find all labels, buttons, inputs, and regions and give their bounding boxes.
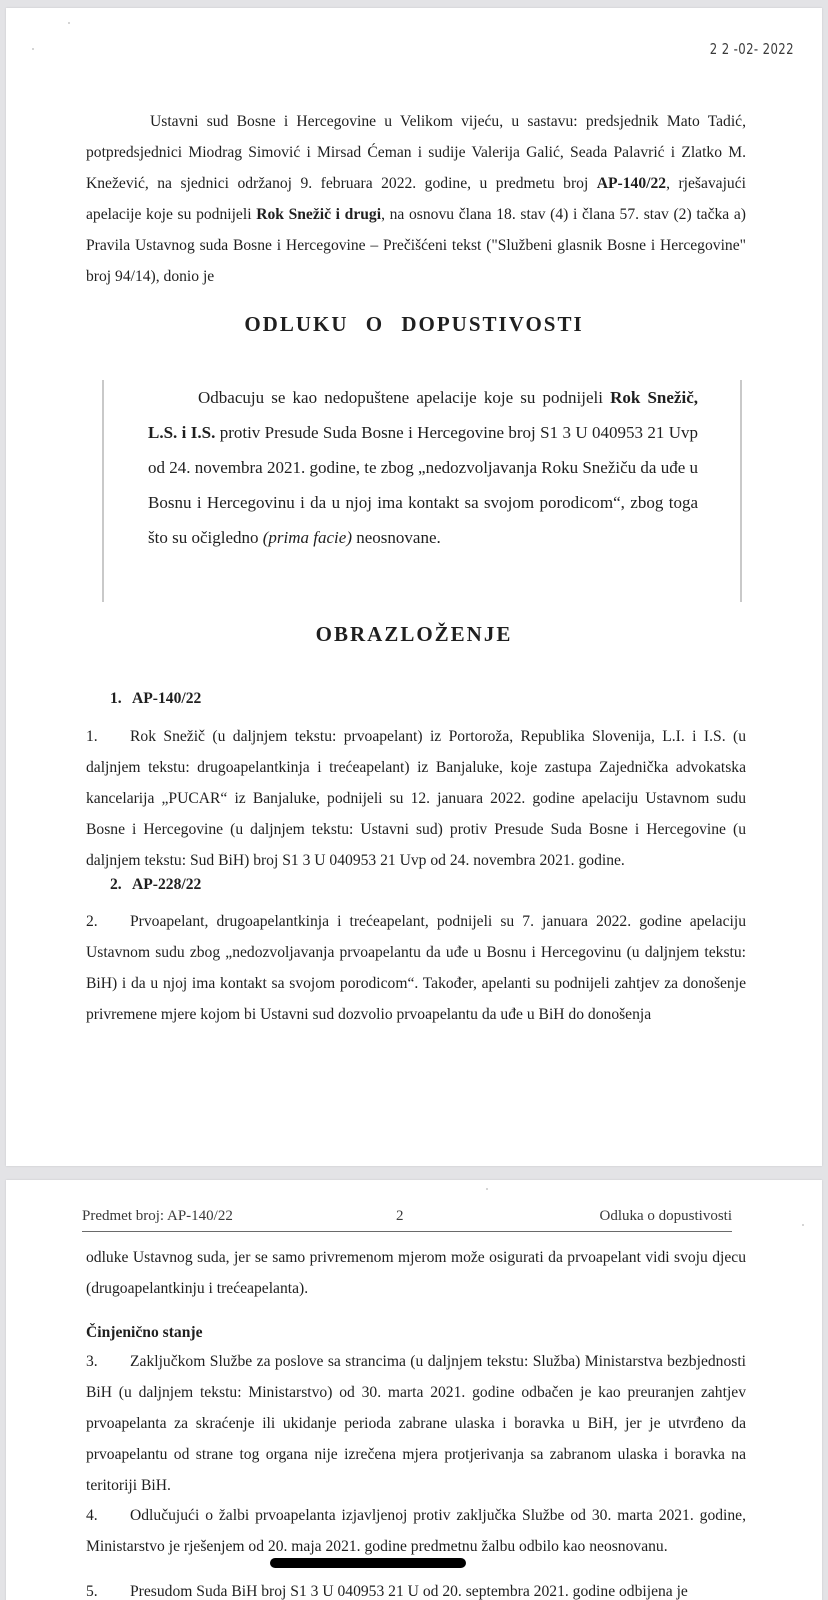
received-date-stamp: 2 2 -02- 2022: [709, 40, 794, 58]
intro-text: , rješavajući apelacije koje su podnijeli: [86, 175, 746, 223]
paragraph-5: [86, 1576, 746, 1600]
continuation-paragraph: odluke Ustavnog suda, jer se samo privremenom mjerom može osigurati da prvoapelant vidi svoju djecu (drugoapelantkinju i trećeapelanta).: [86, 1249, 746, 1297]
decision-title-word: DOPUSTIVOSTI: [401, 312, 584, 336]
paragraph-number: 1.: [86, 728, 98, 745]
running-header: [82, 1202, 732, 1232]
intro-text: , na osnovu člana 18. stav (4) i člana 57. stav (2) tačka a) Pravila Ustavnog suda Bosne i Hercegovine – Prečišćeni tekst ("Službeni glasnik Bosne i Hercegovine" broj 94/14), donio je: [86, 206, 746, 285]
decision-title-word: O: [365, 312, 385, 336]
paragraph-4: [86, 1500, 746, 1562]
paragraph-number: 2.: [86, 913, 98, 930]
decision-title: [6, 312, 822, 337]
paragraph-text: Presudom Suda BiH broj S1 3 U 040953 21 U od 20. septembra 2021. godine odbijena je: [130, 1583, 688, 1600]
scan-speck: [802, 1224, 804, 1226]
reasoning-title: OBRAZLOŽENJE: [315, 622, 513, 646]
redaction-mark: [270, 1558, 466, 1568]
intro-text: Ustavni sud Bosne i Hercegovine u Velikom vijeću, u sastavu: predsjednik Mato Tadić, potpredsjednici Miodrag Simović i Mirsad Ćeman i sudije Valerija Galić, Seada Palavrić i Zlatko M. Knežević, na sjednici održanoj 9. februara 2022. godine, u predmetu broj: [86, 113, 746, 192]
decision-text: [148, 380, 698, 555]
paragraph-3: [86, 1346, 746, 1501]
paragraph-number: 3.: [86, 1353, 98, 1370]
decision-text-part: Odbacuju se kao nedopuštene apelacije koje su podnijeli: [198, 388, 611, 407]
paragraph-text: Odlučujući o žalbi prvoapelanta izjavljenoj protiv zaključka Službe od 30. marta 2021. godine, Ministarstvo je rješenjem od 20. maja 2021. godine predmetnu žalbu odbilo kao neosnovanu.: [86, 1507, 746, 1555]
document-page-2: [6, 1180, 822, 1600]
scan-speck: [486, 1188, 488, 1190]
paragraph-text: Prvoapelant, drugoapelantkinja i trećeapelant, podnijeli su 7. januara 2022. godine apelaciju Ustavnom sudu zbog „nedozvoljavanja prvoapelantu da uđe u Bosnu i Hercegovinu (u daljnjem tekstu: BiH) i da u njoj ima kontakt sa svojom porodicom“. Također, apelanti su podnijeli zahtjev za donošenje privremene mjere kojom bi Ustavni sud dozvolio prvoapelantu da uđe u BiH do donošenja: [86, 913, 746, 1023]
paragraph-text: Zaključkom Službe za poslove sa strancima (u daljnjem tekstu: Služba) Ministarstva bezbjednosti BiH (u daljnjem tekstu: Ministarstvo) od 30. marta 2021. godine odbačen je kao preuranjen zahtjev prvoapelanta za skraćenje ili ukidanje perioda zabrane ulaska i boravka u BiH, jer je utvrđeno da prvoapelantu od strane tog organa nije izrečena mjera protjerivanja sa zabranom ulaska i boravka na teritoriji BiH.: [86, 1353, 746, 1494]
latin-phrase: (prima facie): [262, 528, 352, 547]
scan-speck: [68, 22, 70, 24]
section-heading-ap-228: [110, 876, 201, 894]
decision-box: [102, 380, 742, 602]
section-title: AP-140/22: [132, 690, 202, 707]
page-number: 2: [396, 1208, 404, 1224]
scan-speck: [32, 48, 34, 50]
decision-text-part: neosnovane.: [351, 528, 441, 547]
section-title: AP-228/22: [132, 876, 202, 893]
header-case-number: Predmet broj: AP-140/22: [82, 1208, 233, 1224]
decision-text-part: protiv Presude Suda Bosne i Hercegovine broj S1 3 U 040953 21 Uvp od 24. novembra 2021. godine, te zbog „nedozvoljavanja Roku Snežiču da uđe u Bosnu i Hercegovinu i da u njoj ima kontakt sa svojom porodicom“, zbog toga što su očigledno: [148, 423, 698, 547]
facts-heading: Činjenično stanje: [86, 1324, 203, 1341]
applicants-name: Rok Snežič i drugi: [256, 206, 382, 223]
document-page-1: [6, 8, 822, 1166]
section-number: 2.: [110, 876, 122, 893]
paragraph-1: [86, 721, 746, 876]
section-number: 1.: [110, 690, 122, 707]
section-heading-ap-140: [110, 690, 201, 708]
case-number: AP-140/22: [596, 175, 667, 192]
header-document-type: Odluka o dopustivosti: [599, 1208, 732, 1224]
intro-paragraph: [86, 106, 746, 292]
paragraph-text: Rok Snežič (u daljnjem tekstu: prvoapelant) iz Portoroža, Republika Slovenija, L.I. i I.S. (u daljnjem tekstu: drugoapelantkinja i trećeapelant) iz Banjaluke, koje zastupa Zajednička advokatska kancelarija „PUCAR“ iz Banjaluke, podnijeli su 12. januara 2022. godine apelaciju Ustavnom sudu Bosne i Hercegovine (u daljnjem tekstu: Ustavni sud) protiv Presude Suda Bosne i Hercegovine (u daljnjem tekstu: Sud BiH) broj S1 3 U 040953 21 Uvp od 24. novembra 2021. godine.: [86, 728, 746, 869]
decision-title-word: ODLUKU: [244, 312, 349, 336]
paragraph-number: 5.: [86, 1583, 98, 1600]
paragraph-number: 4.: [86, 1507, 98, 1524]
decision-applicants: Rok Snežič, L.S. i I.S.: [148, 388, 698, 442]
paragraph-2: [86, 906, 746, 1030]
